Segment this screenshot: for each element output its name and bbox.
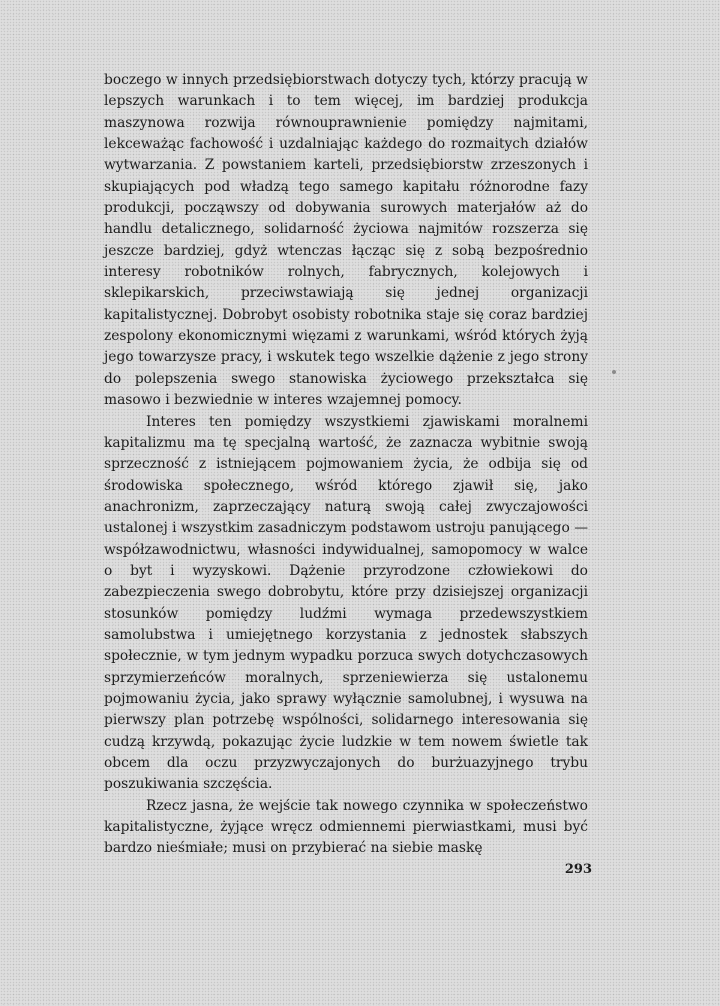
paragraph-3: Rzecz jasna, że wejście tak nowego czynnika w społeczeństwo kapitalistyczne, żyjące wręcz odmiennemi pierwiastkami, musi być bardzo nieśmiałe; musi on przybierać na siebie maskę — [104, 797, 588, 857]
page-number: 293 — [564, 862, 592, 877]
paragraph-2: Interes ten pomiędzy wszystkiemi zjawiskami moralnemi kapitalizmu ma tę specjalną wartość, że zaznacza wybitnie swoją sprzeczność z istniejącem pojmowaniem życia, że odbija się od środowiska społecznego, wśród którego zjawił się, jako anachronizm, zaprzeczający naturą swoją całej zwyczajowości ustalonej i wszystkim zasadniczym podstawom ustroju panującego — współzawodnictwu, własności indywidualnej, samopomocy w walce o byt i wyzyskowi. Dążenie przyrodzone człowiekowi do zabezpieczenia swego dobrobytu, które przy dzisiejszej organizacji stosunków pomiędzy ludźmi wymaga przedewszystkiem samolubstwa i umiejętnego korzystania z jednostek słabszych społecznie, w tym jednym wypadku porzuca swych dotychczasowych sprzymierzeńców moralnych, sprzeniewierza się ustalonemu pojmowaniu życia, jako sprawy wyłącznie samolubnej, i wysuwa na pierwszy plan potrzebę wspólności, solidarnego interesowania się cudzą krzywdą, pokazując życie ludzkie w tem nowem świetle tak obcem dla oczu przyzwyczajonych do burżuazyjnego trybu poszukiwania szczęścia. — [104, 413, 588, 793]
ink-speck — [612, 370, 616, 374]
paragraph-1: boczego w innych przedsiębiorstwach dotyczy tych, którzy pracują w lepszych warunkach i to tem więcej, im bardziej produkcja maszynowa rozwija równouprawnienie pomiędzy najmitami, lekceważąc fachowość i uzdalniając każdego do rozmaitych działów wytwarzania. Z powstaniem karteli, przedsiębiorstw zrzeszonych i skupiających pod władzą tego samego kapitału różnorodne fazy produkcji, począwszy od dobywania surowych materjałów aż do handlu detalicznego, solidarność życiowa najmitów rozszerza się jeszcze bardziej, gdyż wtenczas łącząc się z sobą bezpośrednio interesy robotników rolnych, fabrycznych, kolejowych i sklepikarskich, przeciwstawiają się jednej organizacji kapitalistycznej. Dobrobyt osobisty robotnika staje się coraz bardziej zespolony ekonomicznymi więzami z warunkami, wśród których żyją jego towarzysze pracy, i wskutek tego wszelkie dążenie z jego strony do polepszenia swego stanowiska życiowego przekształca się masowo i bezwiednie w interes wzajemnej pomocy. — [104, 72, 588, 409]
body-text — [104, 70, 588, 860]
